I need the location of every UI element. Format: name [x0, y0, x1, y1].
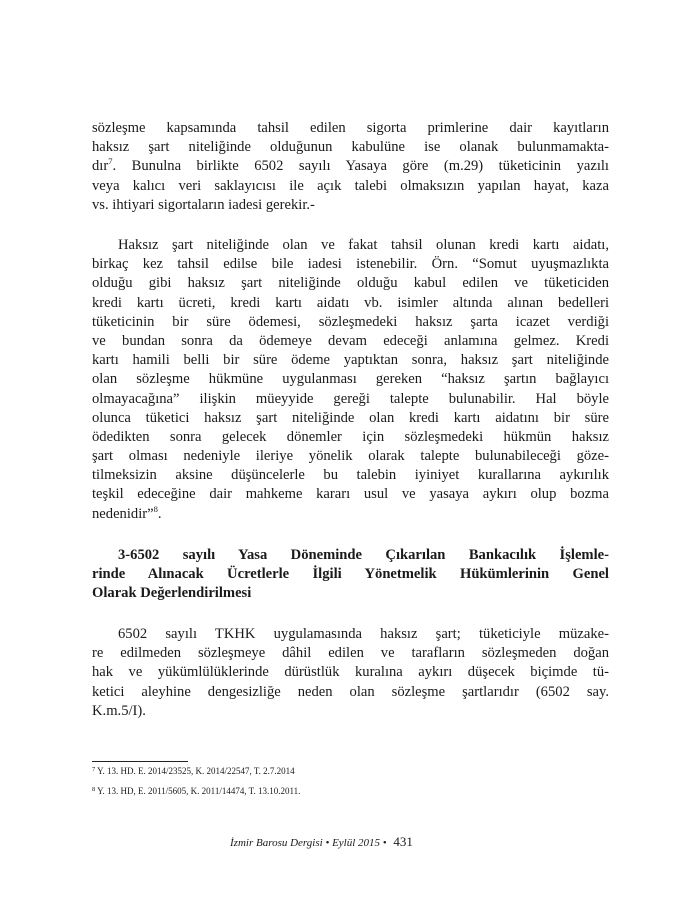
section-heading-line: Olarak Değerlendirilmesi	[92, 585, 252, 602]
paragraph-2-line: şart olması nedeniyle ileriye yönelik olarak talepte bulunabileceği göze-	[92, 448, 609, 465]
footnote-text: Y. 13. HD, E. 2011/5605, K. 2011/14474, T. 13.10.2011.	[97, 786, 301, 796]
paragraph-1-line-text: dır	[92, 158, 109, 175]
footnote-number: 7	[92, 766, 96, 773]
paragraph-3-line: K.m.5/I).	[92, 702, 146, 719]
paragraph-2-line: Haksız şart niteliğinde olan ve fakat tahsil olunan kredi kartı aidatı,	[118, 237, 609, 253]
paragraph-2-line: teşkil edeceğine dair mahkeme kararı usul ve yasaya aykırı olup bozma	[92, 486, 609, 503]
paragraph-2-line: tüketicinin bir süre ödemesi, sözleşmedeki haksız şarta icazet verdiği	[92, 313, 609, 330]
paragraph-2-line: birkaç kez tahsil edilse bile iadesi istenebilir. Örn. “Somut uyuşmazlıkta	[92, 256, 609, 273]
paragraph-1-line-text: . Bunulna birlikte 6502 sayılı Yasaya göre (m.29) tüketicinin yazılı	[112, 158, 609, 175]
paragraph-3-line: hak ve yükümlülüklerinde dürüstlük kuralına aykırı düşecek biçimde tü-	[92, 664, 609, 681]
section-heading	[92, 546, 609, 604]
paragraph-2-line: ödedikten sonra gelecek dönemler için sözleşmedeki hükmün haksız	[92, 428, 609, 445]
journal-name: İzmir Barosu Dergisi	[230, 837, 323, 849]
section-heading-line: 3-6502 sayılı Yasa Döneminde Çıkarılan Bankacılık İşlemle-	[118, 547, 609, 563]
paragraph-2-line: tilmeksizin aksine düşüncelerle bu talebin iyiniyet kurallarına aykırılık	[92, 467, 609, 484]
paragraph-3-line: re edilmeden sözleşmeye dâhil edilen ve tarafların sözleşmeden doğan	[92, 645, 609, 662]
footnote-7	[92, 766, 295, 777]
footer-separator: •	[325, 837, 330, 849]
paragraph-2-line: olan sözleşme hükmüne uygulanması gereken “haksız şartın bağlayıcı	[92, 371, 609, 388]
footnote-8	[92, 786, 300, 797]
page-footer	[230, 834, 413, 850]
paragraph-2-line: ve bundan sonra da ödemeye devam edeceği anlamına gelmez. Kredi	[92, 332, 609, 349]
footer-separator: •	[382, 837, 387, 849]
paragraph-1-line: veya kalıcı veri saklayıcısı ile açık talebi olmaksızın yapılan hayat, kaza	[92, 177, 609, 194]
footnote-divider	[92, 761, 188, 762]
paragraph-2-line: kredi kartı ücreti, kredi kartı aidatı vb. isimler altında alınan bedelleri	[92, 294, 609, 311]
paragraph-2-line-text: .	[157, 505, 162, 522]
paragraph-1-line: haksız şart niteliğinde olduğunun kabulüne ise olanak bulunmamakta-	[92, 139, 609, 156]
paragraph-2-line: olmayacağına” ilişkin müeyyide gereği talepte bulunabilir. Hal böyle	[92, 390, 609, 407]
paragraph-3-line: ketici aleyhine dengesizliğe neden olan sözleşme şartlarıdır (6502 say.	[92, 683, 609, 700]
paragraph-1-line: sözleşme kapsamında tahsil edilen sigorta primlerine dair kayıtların	[92, 120, 609, 136]
page-number: 431	[393, 834, 413, 849]
paragraph-2-line: olunca tüketici haksız şart niteliğinde olan kredi kartı aidatını bir süre	[92, 409, 609, 426]
footnote-ref-8[interactable]: 8	[153, 503, 158, 514]
paragraph-1-line	[92, 157, 609, 176]
paragraph-2-line: kartı hamili belli bir süre ödeme yaptıktan sonra, haksız şart niteliğinde	[92, 352, 609, 369]
paragraph-1	[92, 119, 609, 215]
paragraph-2-line: olduğu gibi haksız şart niteliğinde olduğu kabul edilen ve tüketiciden	[92, 275, 609, 292]
paragraph-3-line: 6502 sayılı TKHK uygulamasında haksız şart; tüketiciyle müzake-	[118, 626, 609, 642]
paragraph-2-line	[92, 505, 609, 524]
footnote-number: 8	[92, 786, 96, 793]
paragraph-2-line-text: nedenidir”	[92, 505, 154, 522]
issue-date: Eylül 2015	[332, 837, 381, 849]
paragraph-1-line: vs. ihtiyari sigortaların iadesi gerekir.-	[92, 196, 315, 213]
footnote-text: Y. 13. HD. E. 2014/23525, K. 2014/22547, T. 2.7.2014	[97, 766, 295, 776]
section-heading-line: rinde Alınacak Ücretlerle İlgili Yönetmelik Hükümlerinin Genel	[92, 566, 609, 583]
paragraph-3	[92, 625, 609, 721]
paragraph-2	[92, 236, 609, 524]
footnote-ref-7[interactable]: 7	[108, 156, 113, 167]
